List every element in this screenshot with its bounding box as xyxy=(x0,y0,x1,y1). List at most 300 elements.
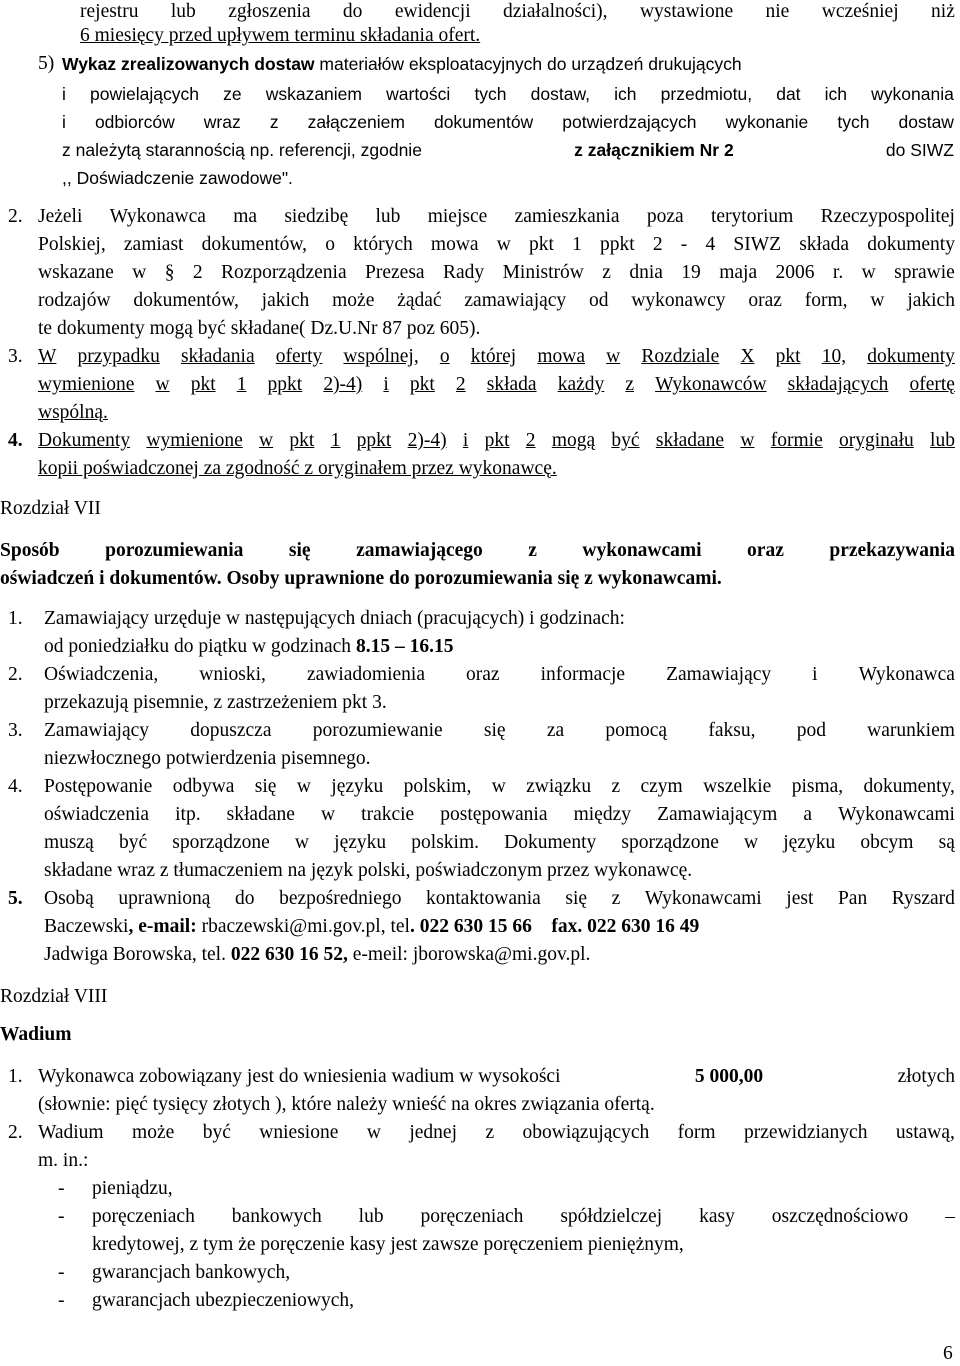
word: składających xyxy=(787,374,889,395)
word: i xyxy=(462,430,469,451)
word: ze xyxy=(223,84,242,104)
word: poręczeniach xyxy=(420,1206,524,1227)
word: w xyxy=(870,290,885,311)
word: maja xyxy=(719,262,758,283)
text-line: gwarancjach bankowych, xyxy=(92,1262,291,1283)
word: ich xyxy=(824,84,848,104)
word: przedmiotu, xyxy=(660,84,753,104)
word: wskazane xyxy=(38,262,114,283)
word: może xyxy=(332,290,375,311)
word: lub xyxy=(358,1206,384,1227)
word: uprawnioną xyxy=(118,888,211,909)
word: w xyxy=(366,1122,381,1143)
text-span: do SIWZ xyxy=(885,140,954,160)
word: wskazaniem xyxy=(265,84,362,104)
word: wykonawcy xyxy=(631,290,726,311)
word: zamawiającego xyxy=(356,540,483,561)
word: sporządzone xyxy=(621,832,719,853)
word: pomocą xyxy=(605,720,668,741)
word: i xyxy=(62,84,66,104)
word: się xyxy=(483,720,506,741)
section-title: oświadczeń i dokumentów. Osoby uprawnione do porozumiewania się z wykonawcami. xyxy=(0,568,722,589)
text-line: przekazują pisemnie, z zastrzeżeniem pkt 3. xyxy=(44,692,387,713)
list-number: 4. xyxy=(8,430,23,451)
word: sporządzone xyxy=(172,832,270,853)
text-line xyxy=(38,373,955,397)
word: wartości xyxy=(386,84,451,104)
text-line: wspólną. xyxy=(38,402,108,423)
word: w xyxy=(155,374,170,395)
word: Zamawiający xyxy=(44,720,150,741)
word: każdy xyxy=(557,374,605,395)
word: powielających xyxy=(90,84,199,104)
section-title xyxy=(0,539,955,563)
list-number: 4. xyxy=(8,776,23,797)
word: do xyxy=(235,888,255,909)
word: związku xyxy=(526,776,592,797)
word: Wykonawcami xyxy=(644,888,762,909)
word: pkt xyxy=(190,374,216,395)
word: być xyxy=(611,430,640,451)
dash-bullet: - xyxy=(58,1290,65,1311)
word: 2 xyxy=(455,374,466,395)
word: Pan xyxy=(837,888,868,909)
word: Zamawiający xyxy=(666,664,772,685)
text-line xyxy=(38,1121,955,1145)
word: mowa xyxy=(537,346,585,367)
text-line xyxy=(38,345,955,369)
word: dostaw xyxy=(898,112,954,132)
word: 2)-4) xyxy=(323,374,363,395)
bold-text: , e-mail: xyxy=(128,916,197,937)
word: - xyxy=(680,234,688,255)
list-number: 2. xyxy=(8,206,23,227)
word: muszą xyxy=(44,832,94,853)
word: w xyxy=(259,430,274,451)
word: między xyxy=(573,804,631,825)
word: ofertę xyxy=(909,374,955,395)
phone-number: . 022 630 15 66 xyxy=(409,916,532,937)
word: 2 xyxy=(525,430,536,451)
word: 1 xyxy=(330,430,341,451)
word: ppkt xyxy=(600,234,635,255)
dash-bullet: - xyxy=(58,1206,65,1227)
word: zamawiający xyxy=(464,290,567,311)
word: i xyxy=(383,374,389,395)
word: terytorium xyxy=(710,206,794,227)
word: ustawą, xyxy=(895,1122,955,1143)
word: pisma, xyxy=(791,776,844,797)
word: przypadku xyxy=(77,346,160,367)
text-line xyxy=(62,52,954,76)
word: Postępowanie xyxy=(44,776,153,797)
word: dnia xyxy=(629,262,663,283)
word: wykonawcami xyxy=(582,540,702,561)
word: formie xyxy=(770,430,823,451)
word: w xyxy=(320,804,336,825)
text-line: niezwłocznego potwierdzenia pisemnego. xyxy=(44,748,371,769)
text-line xyxy=(38,261,955,285)
word: Zamawiającym xyxy=(657,804,778,825)
email-link[interactable]: rbaczewski@mi.gov.pl xyxy=(201,916,381,937)
word: w xyxy=(606,346,621,367)
word: ppkt xyxy=(356,430,392,451)
text-line: te dokumenty mogą być składane( Dz.U.Nr 87 poz 605). xyxy=(38,318,481,339)
text-line xyxy=(44,887,955,911)
word: 2006 xyxy=(775,262,815,283)
word: form xyxy=(677,1122,716,1143)
word: Dokumenty xyxy=(38,430,131,451)
word: wykonanie xyxy=(725,112,809,132)
word: jakich xyxy=(907,290,955,311)
word: 2 xyxy=(192,262,203,283)
list-number: 2. xyxy=(8,664,23,685)
word: których xyxy=(353,234,413,255)
text-span: Baczewski xyxy=(44,916,129,937)
word: a xyxy=(803,804,813,825)
word: się xyxy=(565,888,588,909)
word: bankowych xyxy=(231,1206,322,1227)
word: mowa xyxy=(430,234,479,255)
word: tych xyxy=(474,84,507,104)
word: ewidencji xyxy=(394,1,471,22)
word: lub xyxy=(930,430,955,451)
word: pkt xyxy=(529,234,554,255)
word: tych xyxy=(837,112,870,132)
word: czym xyxy=(640,776,683,797)
word: której xyxy=(470,346,517,367)
text-span: Wykonawca zobowiązany jest do wniesienia wadium w wysokości xyxy=(38,1066,561,1087)
word: w xyxy=(294,832,309,853)
word: zawiadomienia xyxy=(306,664,425,685)
word: i xyxy=(812,664,818,685)
word: wniesione xyxy=(259,1122,339,1143)
word: bezpośredniego xyxy=(279,888,402,909)
text-line xyxy=(44,719,955,743)
word: odbywa xyxy=(172,776,235,797)
text-line xyxy=(38,233,955,257)
text-line: pieniądzu, xyxy=(92,1178,173,1199)
word: form, xyxy=(804,290,848,311)
word: dostaw, xyxy=(530,84,591,104)
word: być xyxy=(118,832,148,853)
list-number: 2. xyxy=(8,1122,23,1143)
word: nie xyxy=(765,1,790,22)
word: dokumenty, xyxy=(863,776,955,797)
word: Jeżeli xyxy=(38,206,83,227)
word: oraz xyxy=(748,290,782,311)
word: od xyxy=(589,290,609,311)
word: obcym xyxy=(860,832,914,853)
word: Wadium xyxy=(38,1122,104,1143)
word: polskim. xyxy=(411,832,480,853)
word: oferty xyxy=(275,346,323,367)
word: Rozporządzenia xyxy=(221,262,347,283)
word: języku xyxy=(331,776,384,797)
word: polskim, xyxy=(403,776,472,797)
word: działalności), xyxy=(503,1,608,22)
word: składa xyxy=(799,234,850,255)
word: Ryszard xyxy=(891,888,955,909)
word: 2 xyxy=(652,234,663,255)
word: lub xyxy=(375,206,401,227)
word: Polskiej, xyxy=(38,234,106,255)
word: języku xyxy=(334,832,387,853)
section-title: Wadium xyxy=(0,1024,72,1045)
word: może xyxy=(132,1122,175,1143)
word: dokumentów, xyxy=(201,234,308,255)
text-line xyxy=(38,289,955,313)
chapter-heading: Rozdział VII xyxy=(0,498,101,519)
list-number: 1. xyxy=(8,1066,23,1087)
word: postępowania xyxy=(440,804,548,825)
phone-number: 022 630 16 52, xyxy=(230,944,348,965)
word: dokumenty xyxy=(867,234,955,255)
word: wcześniej xyxy=(821,1,899,22)
text-line xyxy=(38,1065,955,1089)
word: trakcie xyxy=(361,804,415,825)
text-span: , tel xyxy=(380,916,410,937)
word: pkt xyxy=(409,374,435,395)
text-line xyxy=(38,429,955,453)
word: języku xyxy=(783,832,836,853)
word: z xyxy=(485,1122,495,1143)
word: miejsce xyxy=(427,206,488,227)
word: oświadczenia xyxy=(44,804,150,825)
word: w xyxy=(491,776,506,797)
text-line: m. in.: xyxy=(38,1150,89,1171)
word: w xyxy=(132,262,147,283)
word: X xyxy=(740,346,755,367)
word: Prezesa xyxy=(365,262,425,283)
word: oraz xyxy=(747,540,784,561)
text-line: 6 miesięcy przed upływem terminu składania ofert. xyxy=(80,25,481,46)
word: w xyxy=(744,832,759,853)
word: r. xyxy=(832,262,844,283)
amount-value: 5 000,00 xyxy=(694,1066,764,1087)
word: Wykonawców xyxy=(655,374,767,395)
word: warunkiem xyxy=(867,720,955,741)
word: składane xyxy=(226,804,295,825)
word: wystawione xyxy=(639,1,734,22)
word: rodzajów xyxy=(38,290,111,311)
word: – xyxy=(945,1206,955,1227)
word: załączeniem xyxy=(307,112,405,132)
word: z xyxy=(611,776,621,797)
word: wszelkie xyxy=(703,776,772,797)
word: w xyxy=(296,776,311,797)
text-line: (słownie: pięć tysięcy złotych ), które należy wnieść na okres związania ofertą. xyxy=(38,1094,655,1115)
text-line xyxy=(44,831,955,855)
word: Wykonawca xyxy=(109,206,206,227)
text-line: ,, Doświadczenie zawodowe". xyxy=(62,168,293,188)
list-number: 1. xyxy=(8,608,23,629)
text-line xyxy=(92,1205,955,1229)
word: Oświadczenia, xyxy=(44,664,159,685)
word: jest xyxy=(786,888,814,909)
word: pkt xyxy=(775,346,801,367)
word: zamieszkania xyxy=(514,206,620,227)
word: i xyxy=(62,112,66,132)
text-line: gwarancjach ubezpieczeniowych, xyxy=(92,1290,355,1311)
word: wspólnej, xyxy=(343,346,419,367)
word: mogą xyxy=(551,430,596,451)
word: w xyxy=(740,430,755,451)
dash-bullet: - xyxy=(58,1262,65,1283)
word: o xyxy=(439,346,450,367)
word: kontaktowania xyxy=(426,888,541,909)
word: Rozdziale xyxy=(641,346,720,367)
word: są xyxy=(938,832,955,853)
word: pod xyxy=(796,720,826,741)
email-link[interactable]: e-meil: jborowska@mi.gov.pl. xyxy=(352,944,591,965)
word: spółdzielczej xyxy=(560,1206,663,1227)
word: itp. xyxy=(175,804,201,825)
word: lub xyxy=(170,1,196,22)
word: się xyxy=(254,776,277,797)
word: informacje xyxy=(540,664,626,685)
word: poręczeniach xyxy=(92,1206,195,1227)
text-line xyxy=(44,803,955,827)
word: ppkt xyxy=(267,374,303,395)
list-number: 3. xyxy=(8,346,23,367)
word: 1 xyxy=(572,234,582,255)
word: przewidzianych xyxy=(744,1122,868,1143)
contact-line xyxy=(44,943,590,967)
word: 4 xyxy=(705,234,716,255)
word: wykonania xyxy=(871,84,954,104)
word: pkt xyxy=(484,430,510,451)
word: jednej xyxy=(409,1122,457,1143)
word: zgłoszenia xyxy=(228,1,311,22)
word: siedzibę xyxy=(284,206,349,227)
word: W xyxy=(38,346,57,367)
word: Wykonawcami xyxy=(838,804,955,825)
text-line xyxy=(62,82,954,106)
word: pkt xyxy=(289,430,315,451)
word: rejestru xyxy=(80,1,139,22)
word: składane xyxy=(655,430,725,451)
text-line xyxy=(44,663,955,687)
word: w xyxy=(861,262,876,283)
word: z xyxy=(528,540,537,561)
text-line xyxy=(80,0,955,24)
word: Sposób xyxy=(0,540,60,561)
bold-text: Wykaz zrealizowanych dostaw xyxy=(62,54,315,74)
word: przekazywania xyxy=(829,540,955,561)
word: obowiązujących xyxy=(522,1122,650,1143)
word: z xyxy=(611,888,621,909)
text-line xyxy=(62,110,954,134)
word: o xyxy=(325,234,335,255)
text-span: złotych xyxy=(897,1066,955,1087)
word: Rzeczypospolitej xyxy=(820,206,955,227)
word: się xyxy=(288,540,311,561)
word: 2)-4) xyxy=(407,430,447,451)
word: składa xyxy=(486,374,537,395)
word: z xyxy=(269,112,279,132)
word: dokumentów, xyxy=(133,290,239,311)
text-line xyxy=(38,205,955,229)
word: § xyxy=(164,262,175,283)
word: faksu, xyxy=(708,720,756,741)
text-line: składane wraz z tłumaczeniem na język polski, poświadczonym przez wykonawcę. xyxy=(44,860,693,881)
list-number: 5) xyxy=(38,53,55,74)
word: oszczędnościowo xyxy=(771,1206,909,1227)
word: Wykonawca xyxy=(858,664,955,685)
word: Ministrów xyxy=(502,262,584,283)
text-span: od poniedziałku do piątku w godzinach xyxy=(44,636,352,657)
word: jakich xyxy=(261,290,310,311)
word: Rady xyxy=(443,262,485,283)
word: SIWZ xyxy=(733,234,782,255)
list-number: 3. xyxy=(8,720,23,741)
word: żądać xyxy=(397,290,442,311)
word: wraz xyxy=(203,112,241,132)
word: 1 xyxy=(236,374,247,395)
word: odbiorców xyxy=(94,112,175,132)
word: 19 xyxy=(681,262,701,283)
word: dat xyxy=(776,84,801,104)
word: Osobą xyxy=(44,888,94,909)
word: wnioski, xyxy=(199,664,266,685)
word: poza xyxy=(646,206,684,227)
word: porozumiewania xyxy=(105,540,244,561)
word: wymienione xyxy=(38,374,135,395)
word: z xyxy=(625,374,634,395)
word: dokumenty xyxy=(867,346,955,367)
text-line xyxy=(44,635,453,659)
word: ich xyxy=(614,84,637,104)
word: niż xyxy=(931,1,955,22)
word: ma xyxy=(233,206,258,227)
word: zamiast xyxy=(123,234,184,255)
word: oraz xyxy=(466,664,500,685)
word: do xyxy=(342,1,363,22)
word: w xyxy=(496,234,511,255)
word: z xyxy=(602,262,611,283)
text-span: Jadwiga Borowska, tel. xyxy=(44,944,226,965)
word: wymienione xyxy=(146,430,243,451)
text-line xyxy=(44,775,955,799)
bold-text: 8.15 – 16.15 xyxy=(355,636,454,657)
word: kasy xyxy=(699,1206,735,1227)
word: oryginału xyxy=(839,430,914,451)
page-number: 6 xyxy=(943,1343,953,1364)
text-line: kopii poświadczonej za zgodność z oryginałem przez wykonawcę. xyxy=(38,458,557,479)
list-number: 5. xyxy=(8,888,23,909)
contact-line xyxy=(44,915,699,939)
dash-bullet: - xyxy=(58,1178,65,1199)
chapter-heading: Rozdział VIII xyxy=(0,986,108,1007)
fax-number: fax. 022 630 16 49 xyxy=(551,916,700,937)
word: 10, xyxy=(821,346,847,367)
word: porozumiewanie xyxy=(312,720,443,741)
bold-text: z załącznikiem Nr 2 xyxy=(574,140,734,160)
text-line: kredytowej, z tym że poręczenie kasy jest zawsze poręczeniem pieniężnym, xyxy=(92,1234,684,1255)
text-line: Zamawiający urzęduje w następujących dniach (pracujących) i godzinach: xyxy=(44,608,625,629)
word: Dokumenty xyxy=(504,832,597,853)
word: składania xyxy=(180,346,255,367)
text-line xyxy=(62,138,954,162)
word: dopuszcza xyxy=(190,720,272,741)
word: dokumentów xyxy=(433,112,534,132)
word: być xyxy=(202,1122,231,1143)
word: potwierdzających xyxy=(562,112,697,132)
word: za xyxy=(546,720,565,741)
word: sprawie xyxy=(894,262,955,283)
text-span: z należytą starannością np. referencji, zgodnie xyxy=(62,140,422,160)
